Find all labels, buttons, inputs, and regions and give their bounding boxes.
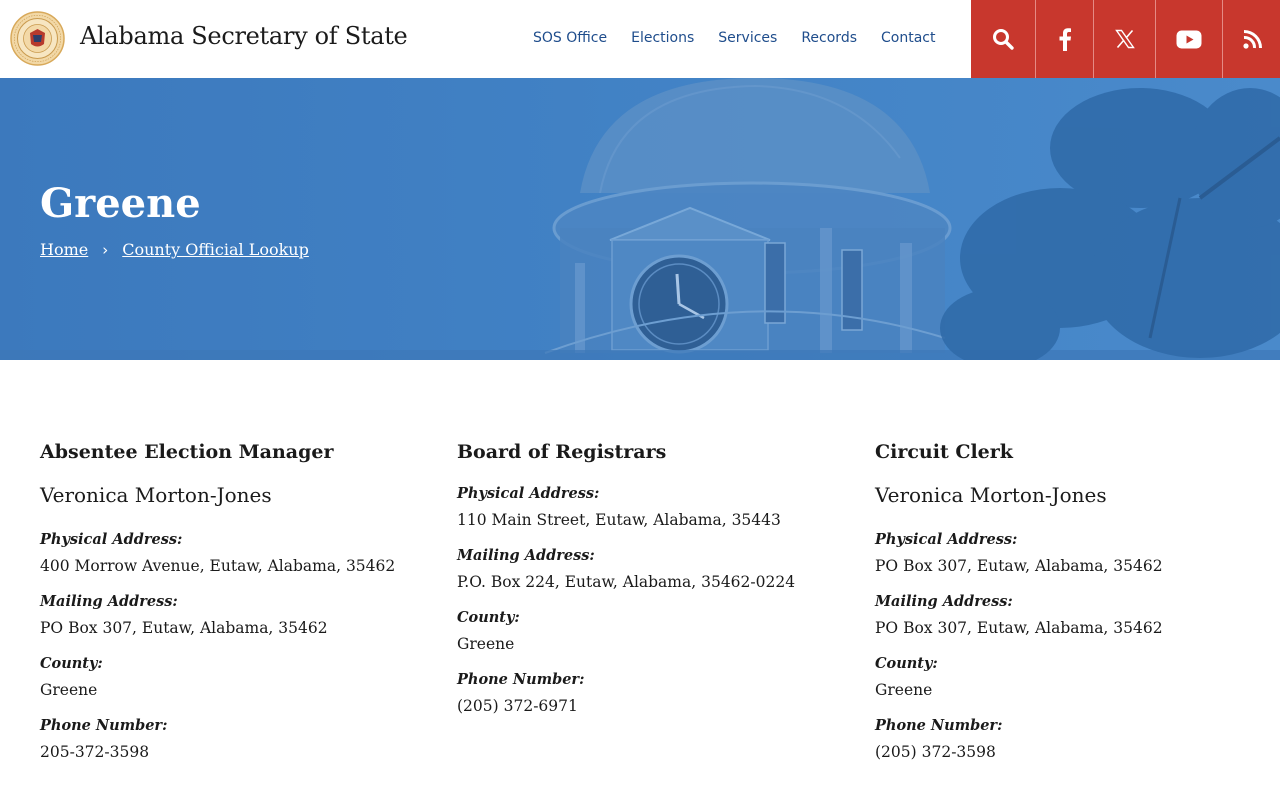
mailing-address-label: Mailing Address: — [457, 547, 595, 564]
physical-address-label: Physical Address: — [875, 531, 1018, 548]
mailing-address-value: PO Box 307, Eutaw, Alabama, 35462 — [40, 619, 328, 637]
site-title[interactable]: Alabama Secretary of State — [80, 22, 408, 50]
x-icon — [1115, 29, 1135, 49]
youtube-link[interactable] — [1156, 0, 1223, 78]
hero-banner — [0, 78, 1280, 360]
phone-label: Phone Number: — [40, 717, 168, 734]
breadcrumb-county-official-lookup[interactable]: County Official Lookup — [122, 240, 309, 259]
physical-address-value: 110 Main Street, Eutaw, Alabama, 35443 — [457, 511, 781, 529]
nav-elections[interactable]: Elections — [631, 30, 695, 46]
phone-value: (205) 372-6971 — [457, 697, 578, 715]
physical-address-label: Physical Address: — [40, 531, 183, 548]
county-label: County: — [40, 655, 103, 672]
facebook-icon — [1058, 27, 1072, 51]
phone-label: Phone Number: — [457, 671, 585, 688]
seal-icon — [10, 11, 65, 66]
county-label: County: — [457, 609, 520, 626]
rss-link[interactable] — [1223, 0, 1280, 78]
nav-sos-office[interactable]: SOS Office — [533, 30, 608, 46]
main-nav — [533, 30, 935, 46]
search-button[interactable] — [971, 0, 1036, 78]
search-icon — [991, 27, 1015, 51]
physical-address-value: PO Box 307, Eutaw, Alabama, 35462 — [875, 557, 1163, 575]
mailing-address-label: Mailing Address: — [40, 593, 178, 610]
page-title: Greene — [40, 180, 201, 227]
mailing-address-value: PO Box 307, Eutaw, Alabama, 35462 — [875, 619, 1163, 637]
rss-icon — [1243, 30, 1262, 49]
nav-contact[interactable]: Contact — [881, 30, 936, 46]
nav-services[interactable]: Services — [718, 30, 778, 46]
county-value: Greene — [875, 681, 933, 699]
chevron-right-icon: › — [102, 240, 109, 259]
official-card-registrars — [457, 441, 837, 732]
official-name: Veronica Morton-Jones — [40, 483, 272, 507]
facebook-link[interactable] — [1036, 0, 1094, 78]
nav-records[interactable]: Records — [801, 30, 857, 46]
mailing-address-label: Mailing Address: — [875, 593, 1013, 610]
header-icon-bar — [971, 0, 1280, 78]
breadcrumb-home[interactable]: Home — [40, 240, 89, 259]
official-card-circuit-clerk — [875, 441, 1255, 778]
youtube-icon — [1176, 30, 1202, 49]
official-card-absentee — [40, 441, 420, 778]
phone-label: Phone Number: — [875, 717, 1003, 734]
county-value: Greene — [457, 635, 515, 653]
breadcrumb — [40, 240, 309, 259]
x-link[interactable] — [1094, 0, 1156, 78]
phone-value: 205-372-3598 — [40, 743, 150, 761]
office-title: Circuit Clerk — [875, 441, 1013, 463]
phone-value: (205) 372-3598 — [875, 743, 996, 761]
county-value: Greene — [40, 681, 98, 699]
physical-address-value: 400 Morrow Avenue, Eutaw, Alabama, 35462 — [40, 557, 396, 575]
official-name: Veronica Morton-Jones — [875, 483, 1107, 507]
mailing-address-value: P.O. Box 224, Eutaw, Alabama, 35462-0224 — [457, 573, 796, 591]
county-label: County: — [875, 655, 938, 672]
physical-address-label: Physical Address: — [457, 485, 600, 502]
office-title: Absentee Election Manager — [40, 441, 334, 463]
site-header — [0, 0, 1280, 78]
office-title: Board of Registrars — [457, 441, 667, 463]
